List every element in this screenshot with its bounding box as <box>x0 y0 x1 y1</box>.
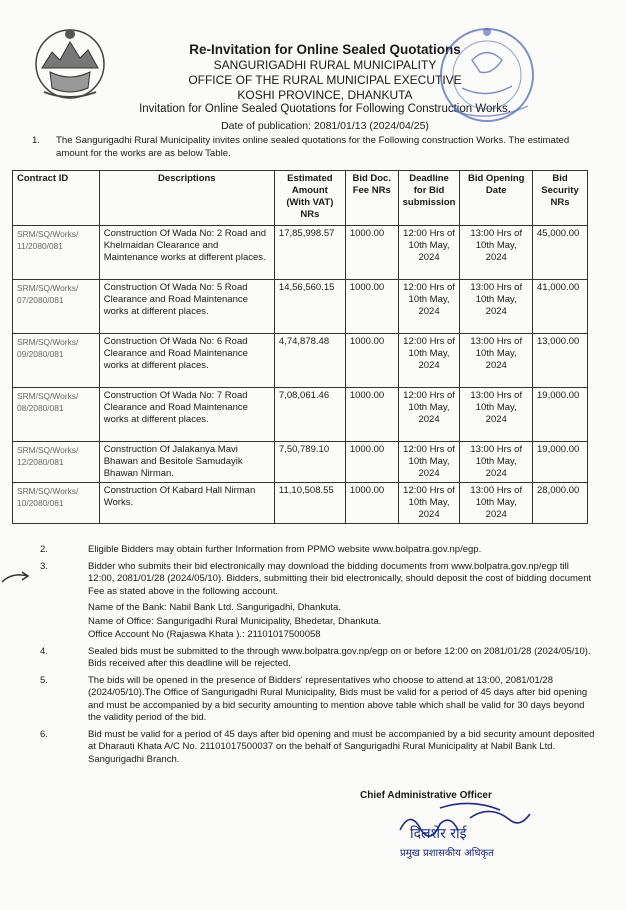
bid-doc-fee: 1000.00 <box>345 388 398 442</box>
bid-doc-fee: 1000.00 <box>345 226 398 280</box>
bid-security: 19,000.00 <box>533 442 588 483</box>
bid-opening-date: 13:00 Hrs of 10th May, 2024 <box>460 280 533 334</box>
col-deadline: Deadline for Bid submission <box>398 171 460 226</box>
bid-deadline: 12:00 Hrs of 10th May, 2024 <box>398 388 460 442</box>
note-item <box>40 544 596 557</box>
bid-opening-date: 13:00 Hrs of 10th May, 2024 <box>460 226 533 280</box>
bid-doc-fee: 1000.00 <box>345 442 398 483</box>
note-text: Sealed bids must be submitted to the through www.bolpatra.gov.np/egp on or before 12:00 on 2081/01/28 (2024/05/10). Bids received after this deadline will be rejected. <box>88 645 591 669</box>
contract-id: SRM/SQ/Works/ 11/2080/081 <box>13 226 100 280</box>
bid-security: 45,000.00 <box>533 226 588 280</box>
table-row <box>13 483 588 524</box>
note-text: The bids will be opened in the presence of Bidders' representatives who choose to attend at 13:00, 2081/01/28 (2024/05/10).The Office of Sangurigadhi Rural Municipality, Bids must be valid for a period of 45 days after bid opening and must be accompanied by a bid security amounting to mention above table which shall be valid for 30 days beyond the validity period of the bid. <box>88 674 588 723</box>
invitation-heading: Invitation for Online Sealed Quotations for Following Construction Works. <box>139 103 511 115</box>
table-row <box>13 280 588 334</box>
bid-doc-fee: 1000.00 <box>345 483 398 524</box>
work-description: Construction Of Wada No: 5 Road Clearance and Road Maintenance works at different places. <box>99 280 274 334</box>
bid-security: 41,000.00 <box>533 280 588 334</box>
bid-deadline: 12:00 Hrs of 10th May, 2024 <box>398 280 460 334</box>
col-estimated-amount: Estimated Amount (With VAT) NRs <box>274 171 345 226</box>
bid-security: 28,000.00 <box>533 483 588 524</box>
intro-number: 1. <box>32 135 41 146</box>
table-row <box>13 334 588 388</box>
bid-doc-fee: 1000.00 <box>345 334 398 388</box>
work-description: Construction Of Wada No: 2 Road and Khelmaidan Clearance and Maintenance works at different places. <box>99 226 274 280</box>
notes-list <box>40 544 596 770</box>
bid-doc-fee: 1000.00 <box>345 280 398 334</box>
estimated-amount: 4,74,878.48 <box>274 334 345 388</box>
bid-security: 19,000.00 <box>533 388 588 442</box>
bid-opening-date: 13:00 Hrs of 10th May, 2024 <box>460 388 533 442</box>
note-number: 4. <box>40 645 48 657</box>
contract-id: SRM/SQ/Works/ 09/2080/081 <box>13 334 100 388</box>
office-seal-stamp <box>432 20 542 132</box>
document-title: Re-Invitation for Online Sealed Quotations <box>189 42 461 57</box>
contract-id: SRM/SQ/Works/ 12/2080/081 <box>13 442 100 483</box>
note-number: 5. <box>40 674 48 686</box>
bid-opening-date: 13:00 Hrs of 10th May, 2024 <box>460 442 533 483</box>
signatory-name-nepali: दिलशेर राई <box>410 826 467 842</box>
col-bid-doc-fee: Bid Doc. Fee NRs <box>345 171 398 226</box>
bid-security: 13,000.00 <box>533 334 588 388</box>
municipality-name: SANGURIGADHI RURAL MUNICIPALITY <box>213 58 437 72</box>
intro-paragraph <box>32 134 592 160</box>
works-table <box>12 170 588 524</box>
contract-id: SRM/SQ/Works/ 08/2080/081 <box>13 388 100 442</box>
estimated-amount: 17,85,998.57 <box>274 226 345 280</box>
bid-opening-date: 13:00 Hrs of 10th May, 2024 <box>460 483 533 524</box>
intro-text: The Sangurigadhi Rural Municipality invites online sealed quotations for the Following construction Works. The estimated amount for the works are as below Table. <box>56 135 570 159</box>
table-header-row <box>13 171 588 226</box>
note-text: Bidder who submits their bid electronically may download the bidding documents from www.bolpatra.gov.np/egp till 12:00, 2081/01/28 (2024/05/10). Bidders, submitting their bid electronically, should deposit the cost of bidding document Fee as stated above in the following account. <box>88 560 592 597</box>
contract-id: SRM/SQ/Works/ 10/2080/081 <box>13 483 100 524</box>
table-row <box>13 442 588 483</box>
col-bid-opening: Bid Opening Date <box>460 171 533 226</box>
note-item <box>40 729 596 767</box>
note-item <box>40 616 596 629</box>
note-item <box>40 602 596 615</box>
bid-deadline: 12:00 Hrs of 10th May, 2024 <box>398 483 460 524</box>
estimated-amount: 7,08,061.46 <box>274 388 345 442</box>
pen-mark-icon <box>0 568 32 588</box>
note-item <box>40 629 596 642</box>
bid-deadline: 12:00 Hrs of 10th May, 2024 <box>398 442 460 483</box>
note-number: 2. <box>40 544 48 555</box>
note-text: Bid must be valid for a period of 45 days after bid opening and must be accompanied by a bid security amount deposited at Dharauti Khata A/C No. 21101017500037 on the behalf of Sangurigadhi Rural Municipality at Nabil Bank Ltd. Sangurigadhi Branch. <box>88 728 595 765</box>
handwritten-signature <box>380 800 560 860</box>
estimated-amount: 14,56,560.15 <box>274 280 345 334</box>
note-number: 6. <box>40 728 48 740</box>
work-description: Construction Of Wada No: 6 Road Clearance and Road Maintenance works at different places. <box>99 334 274 388</box>
work-description: Construction Of Wada No: 7 Road Clearance and Road Maintenance works at different places. <box>99 388 274 442</box>
publication-date: Date of publication: 2081/01/13 (2024/04/25) <box>221 120 429 132</box>
bid-opening-date: 13:00 Hrs of 10th May, 2024 <box>460 334 533 388</box>
note-text: Eligible Bidders may obtain further Information from PPMO website www.bolpatra.gov.np/egp. <box>88 544 482 555</box>
work-description: Construction Of Jalakanya Mavi Bhawan and Besitole Samudayik Bhawan Nirman. <box>99 442 274 483</box>
nepal-emblem-icon <box>30 22 110 102</box>
account-number: Office Account No (Rajaswa Khata ).: 21101017500058 <box>88 629 321 640</box>
work-description: Construction Of Kabard Hall Nirman Works. <box>99 483 274 524</box>
office-name-line: Name of Office: Sangurigadhi Rural Municipality, Bhedetar, Dhankuta. <box>88 615 382 627</box>
office-location: KOSHI PROVINCE, DHANKUTA <box>237 88 413 102</box>
col-contract-id: Contract ID <box>13 171 100 226</box>
note-number: 3. <box>40 560 48 572</box>
col-descriptions: Descriptions <box>99 171 274 226</box>
note-item <box>40 561 596 599</box>
estimated-amount: 11,10,508.55 <box>274 483 345 524</box>
contract-id: SRM/SQ/Works/ 07/2080/081 <box>13 280 100 334</box>
signatory-designation-nepali: प्रमुख प्रशासकीय अधिकृत <box>400 848 494 859</box>
note-item <box>40 675 596 725</box>
table-row <box>13 226 588 280</box>
bank-name: Name of the Bank: Nabil Bank Ltd. Sangurigadhi, Dhankuta. <box>88 602 341 613</box>
table-row <box>13 388 588 442</box>
bid-deadline: 12:00 Hrs of 10th May, 2024 <box>398 226 460 280</box>
note-item <box>40 646 596 671</box>
estimated-amount: 7,50,789.10 <box>274 442 345 483</box>
bid-deadline: 12:00 Hrs of 10th May, 2024 <box>398 334 460 388</box>
signatory-title: Chief Administrative Officer <box>360 790 492 801</box>
col-bid-security: Bid Security NRs <box>533 171 588 226</box>
office-name: OFFICE OF THE RURAL MUNICIPAL EXECUTIVE <box>188 73 462 87</box>
